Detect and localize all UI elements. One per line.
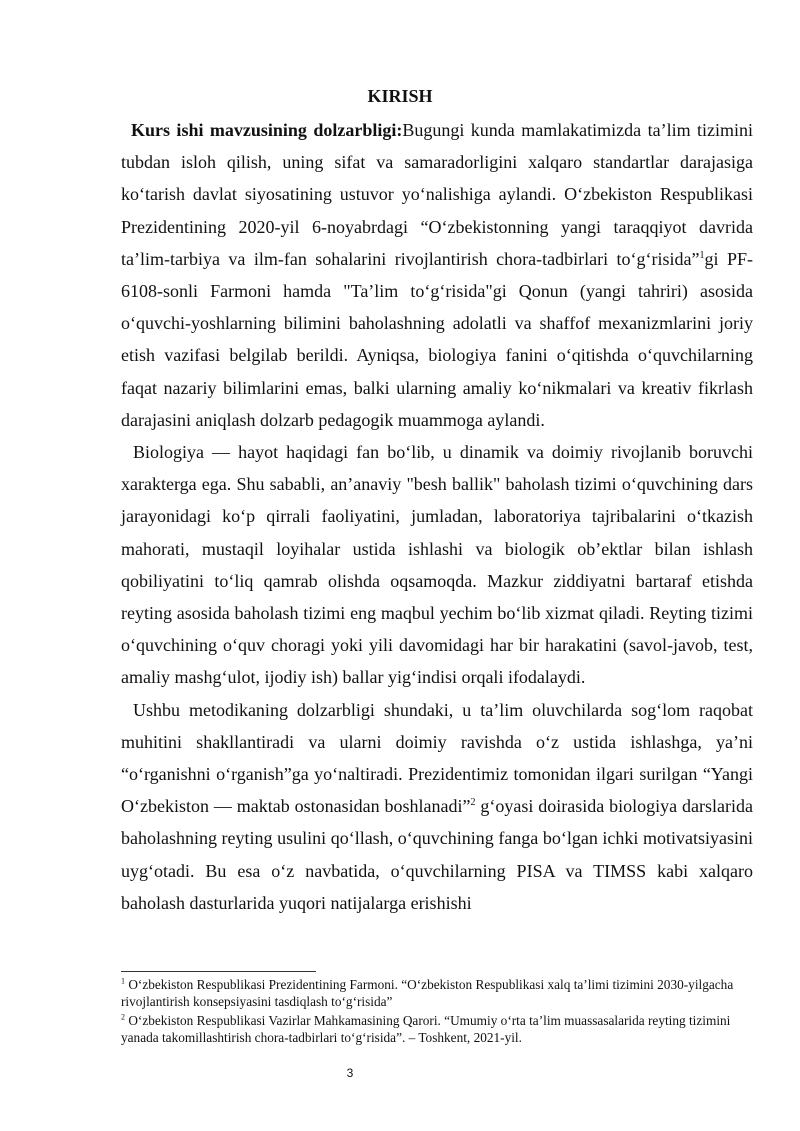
footnote-text: O‘zbekiston Respublikasi Prezidentining Farmoni. “O‘zbekiston Respublikasi xalq ta’limi tizimini 2030-yilgacha rivojlantirish konsepsiyasini tasdiqlash to‘g‘risida” bbox=[121, 977, 734, 1009]
lead-phrase: Kurs ishi mavzusining dolzarbligi: bbox=[131, 120, 403, 140]
footnote-text: O‘zbekiston Respublikasi Vazirlar Mahkamasining Qarori. “Umumiy o‘rta ta’lim muassasalarida reyting tizimini yanada takomillashtirish chora-tadbirlari to‘g‘risida”. – Toshkent, 2021-yil. bbox=[121, 1013, 731, 1045]
footnotes bbox=[121, 976, 753, 1048]
paragraph-text: g‘oyasi doirasida biologiya darslarida baholashning reyting usulini qo‘llash, o‘quvchining fanga bo‘lgan ichki motivatsiyasini uyg‘otadi. Bu esa o‘z navbatida, o‘quvchilarning PISA va TIMSS kabi xalqaro baholash dasturlarida yuqori natijalarga erishishi bbox=[121, 796, 753, 913]
footnote bbox=[121, 1012, 753, 1046]
footnote-mark: 2 bbox=[121, 1012, 125, 1022]
footnote-mark: 1 bbox=[121, 976, 125, 986]
footnote-separator bbox=[121, 971, 316, 972]
paragraph-methodology bbox=[121, 694, 753, 919]
body-text bbox=[121, 114, 753, 919]
paragraph-text: Ushbu metodikaning dolzarbligi shundaki, u ta’lim oluvchilarda sog‘lom raqobat muhitini shakllantiradi va ularni doimiy ravishda o‘z ustida ishlashga, ya’ni “o‘rganishni o‘rganish”ga yo‘naltiradi. Prezidentimiz tomonidan ilgari surilgan “Yangi O‘zbekiston — maktab ostonasidan boshlanadi” bbox=[121, 699, 753, 817]
section-heading: KIRISH bbox=[367, 86, 433, 106]
footnote-ref[interactable]: 2 bbox=[470, 797, 476, 809]
page-number: 3 bbox=[346, 1066, 354, 1080]
footnote bbox=[121, 976, 753, 1010]
paragraph-text: gi PF-6108-sonli Farmoni hamda "Ta’lim to‘g‘risida"gi Qonun (yangi tahriri) asosida o‘quvchi-yoshlarning bilimini baholashning adolatli va shaffof mexanizmlarini joriy etish vazifasi belgilab berildi. Ayniqsa, biologiya fanini o‘qitishda o‘quvchilarning faqat nazariy bilimlarini emas, balki ularning amaliy ko‘nikmalari va kreativ fikrlash darajasini aniqlash dolzarb pedagogik muammoga aylandi. bbox=[121, 248, 753, 430]
footnote-ref[interactable]: 1 bbox=[699, 249, 705, 261]
paragraph-biology: Biologiya — hayot haqidagi fan bo‘lib, u dinamik va doimiy rivojlanib boruvchi xarakterga ega. Shu sababli, an’anaviy "besh ballik" baholash tizimi o‘quvchining dars jarayonidagi ko‘p qirrali faoliyatini, jumladan, laboratoriya tajribalarini o‘tkazish mahorati, mustaqil loyihalar ustida ishlashi va biologik ob’ektlar bilan ishlash qobiliyatini to‘liq qamrab olishda oqsamoqda. Mazkur ziddiyatni bartaraf etishda reyting asosida baholash tizimi eng maqbul yechim bo‘lib xizmat qiladi. Reyting tizimi o‘quvchining o‘quv choragi yoki yili davomidagi har bir harakatini (savol-javob, test, amaliy mashg‘ulot, ijodiy ish) ballar yig‘indisi orqali ifodalaydi. bbox=[121, 442, 753, 688]
paragraph-relevance bbox=[121, 114, 753, 436]
paragraph-text: Bugungi kunda mamlakatimizda ta’lim tizimini tubdan isloh qilish, uning sifat va samaradorligini xalqaro standartlar darajasiga ko‘tarish davlat siyosatining ustuvor yo‘nalishiga aylandi. O‘zbekiston Respublikasi Prezidentining 2020-yil 6-noyabrdagi “O‘zbekistonning yangi taraqqiyot davrida ta’lim-tarbiya va ilm-fan sohalarini rivojlantirish chora-tadbirlari to‘g‘risida” bbox=[121, 120, 753, 269]
